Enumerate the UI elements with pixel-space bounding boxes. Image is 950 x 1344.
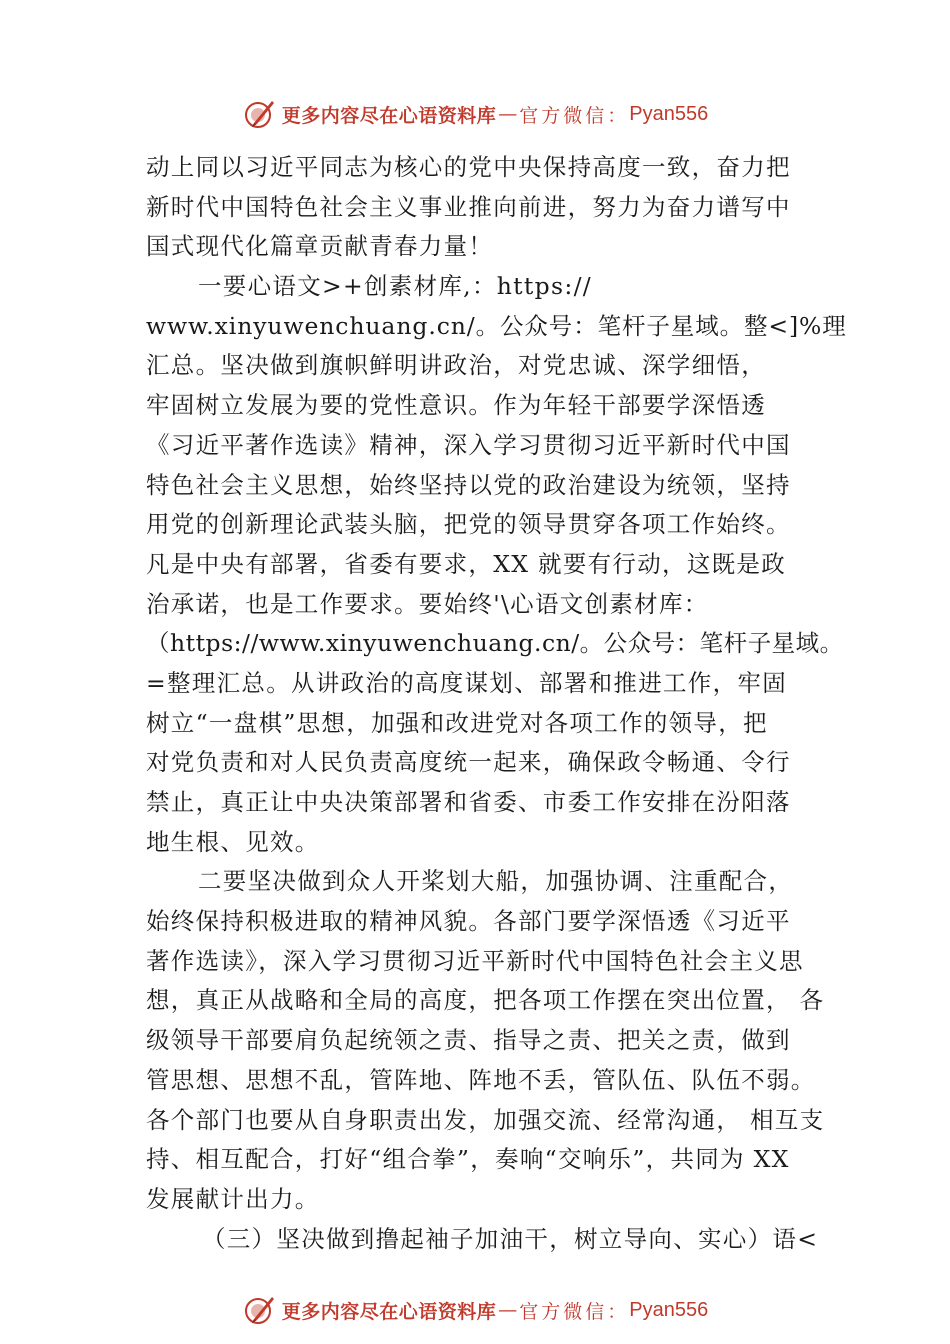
banner-title: 更多内容尽在心语资料库	[281, 1300, 497, 1323]
quill-seal-logo-icon	[242, 96, 278, 132]
text-line: 各个部门也要从自身职责出发，加强交流、经常沟通， 相互支	[146, 1105, 825, 1134]
quill-seal-logo-icon	[242, 1292, 278, 1328]
text-line: 禁止，真正让中央决策部署和省委、市委工作安排在汾阳落	[146, 788, 791, 816]
text-line: 管思想、思想不乱，管阵地、阵地不丢，管队伍、队伍不弱。	[146, 1065, 816, 1094]
text-line: 用党的创新理论武装头脑，把党的领导贯穿各项工作始终。	[146, 510, 791, 539]
text-line: www.xinyuwenchuang.cn/。公众号：笔杆子星域。整<]%理	[146, 311, 847, 340]
text-line: 持、相互配合，打好“组合拳”，奏响“交响乐”，共同为 XX	[146, 1145, 790, 1174]
text-line: 特色社会主义思想，始终坚持以党的政治建设为统领，坚持	[146, 470, 791, 499]
text-line: （https://www.xinyuwenchuang.cn/。公众号：笔杆子星域。	[146, 629, 844, 658]
text-line: 一要心语文>+创素材库,：https://	[198, 272, 593, 301]
text-line: 二要坚决做到众人开桨划大船，加强协调、注重配合，	[198, 867, 794, 896]
text-line: 治承诺，也是工作要求。要始终'\心语文创素材库：	[146, 589, 709, 618]
text-line: 树立“一盘棋”思想，加强和改进党对各项工作的领导，把	[146, 708, 768, 737]
text-line: （三）坚决做到撸起袖子加油干，树立导向、实心）语<	[202, 1224, 819, 1253]
text-line: =整理汇总。从讲政治的高度谋划、部署和推进工作，牢固	[146, 668, 787, 697]
text-line: 国式现代化篇章贡献青春力量！	[146, 232, 494, 261]
banner-wechat-id: Pyan556	[629, 1298, 709, 1321]
banner-wechat-label: 官方微信：	[519, 1300, 630, 1323]
text-line: 牢固树立发展为要的党性意识。作为年轻干部要学深悟透	[146, 391, 766, 420]
text-line: 新时代中国特色社会主义事业推向前进，努力为奋力谱写中	[146, 192, 791, 221]
banner-title: 更多内容尽在心语资料库	[281, 104, 497, 127]
text-line: 发展献计出力。	[146, 1184, 320, 1213]
header-banner	[0, 94, 950, 134]
banner-wechat-id: Pyan556	[629, 102, 709, 125]
document-body	[146, 148, 846, 1259]
text-line: 动上同以习近平同志为核心的党中央保持高度一致，奋力把	[146, 153, 791, 181]
banner-separator: —	[498, 103, 518, 125]
text-line: 始终保持积极进取的精神风貌。各部门要学深悟透《习近平	[146, 907, 791, 936]
footer-banner	[0, 1290, 950, 1330]
banner-separator: —	[498, 1299, 518, 1321]
text-line: 对党负责和对人民负责高度统一起来，确保政令畅通、令行	[146, 748, 791, 777]
text-line: 地生根、见效。	[146, 827, 320, 856]
text-line: 凡是中央有部署，省委有要求，XX 就要有行动，这既是政	[146, 549, 787, 578]
text-line: 著作选读》，深入学习贯彻习近平新时代中国特色社会主义思	[146, 946, 804, 975]
text-line: 《习近平著作选读》精神，深入学习贯彻习近平新时代中国	[146, 430, 791, 459]
text-line: 级领导干部要肩负起统领之责、指导之责、把关之责，做到	[146, 1026, 791, 1055]
text-line: 汇总。坚决做到旗帜鲜明讲政治，对党忠诚、深学细悟，	[146, 351, 766, 380]
text-line: 想，真正从战略和全局的高度，把各项工作摆在突出位置， 各	[146, 986, 825, 1015]
banner-wechat-label: 官方微信：	[519, 104, 630, 127]
